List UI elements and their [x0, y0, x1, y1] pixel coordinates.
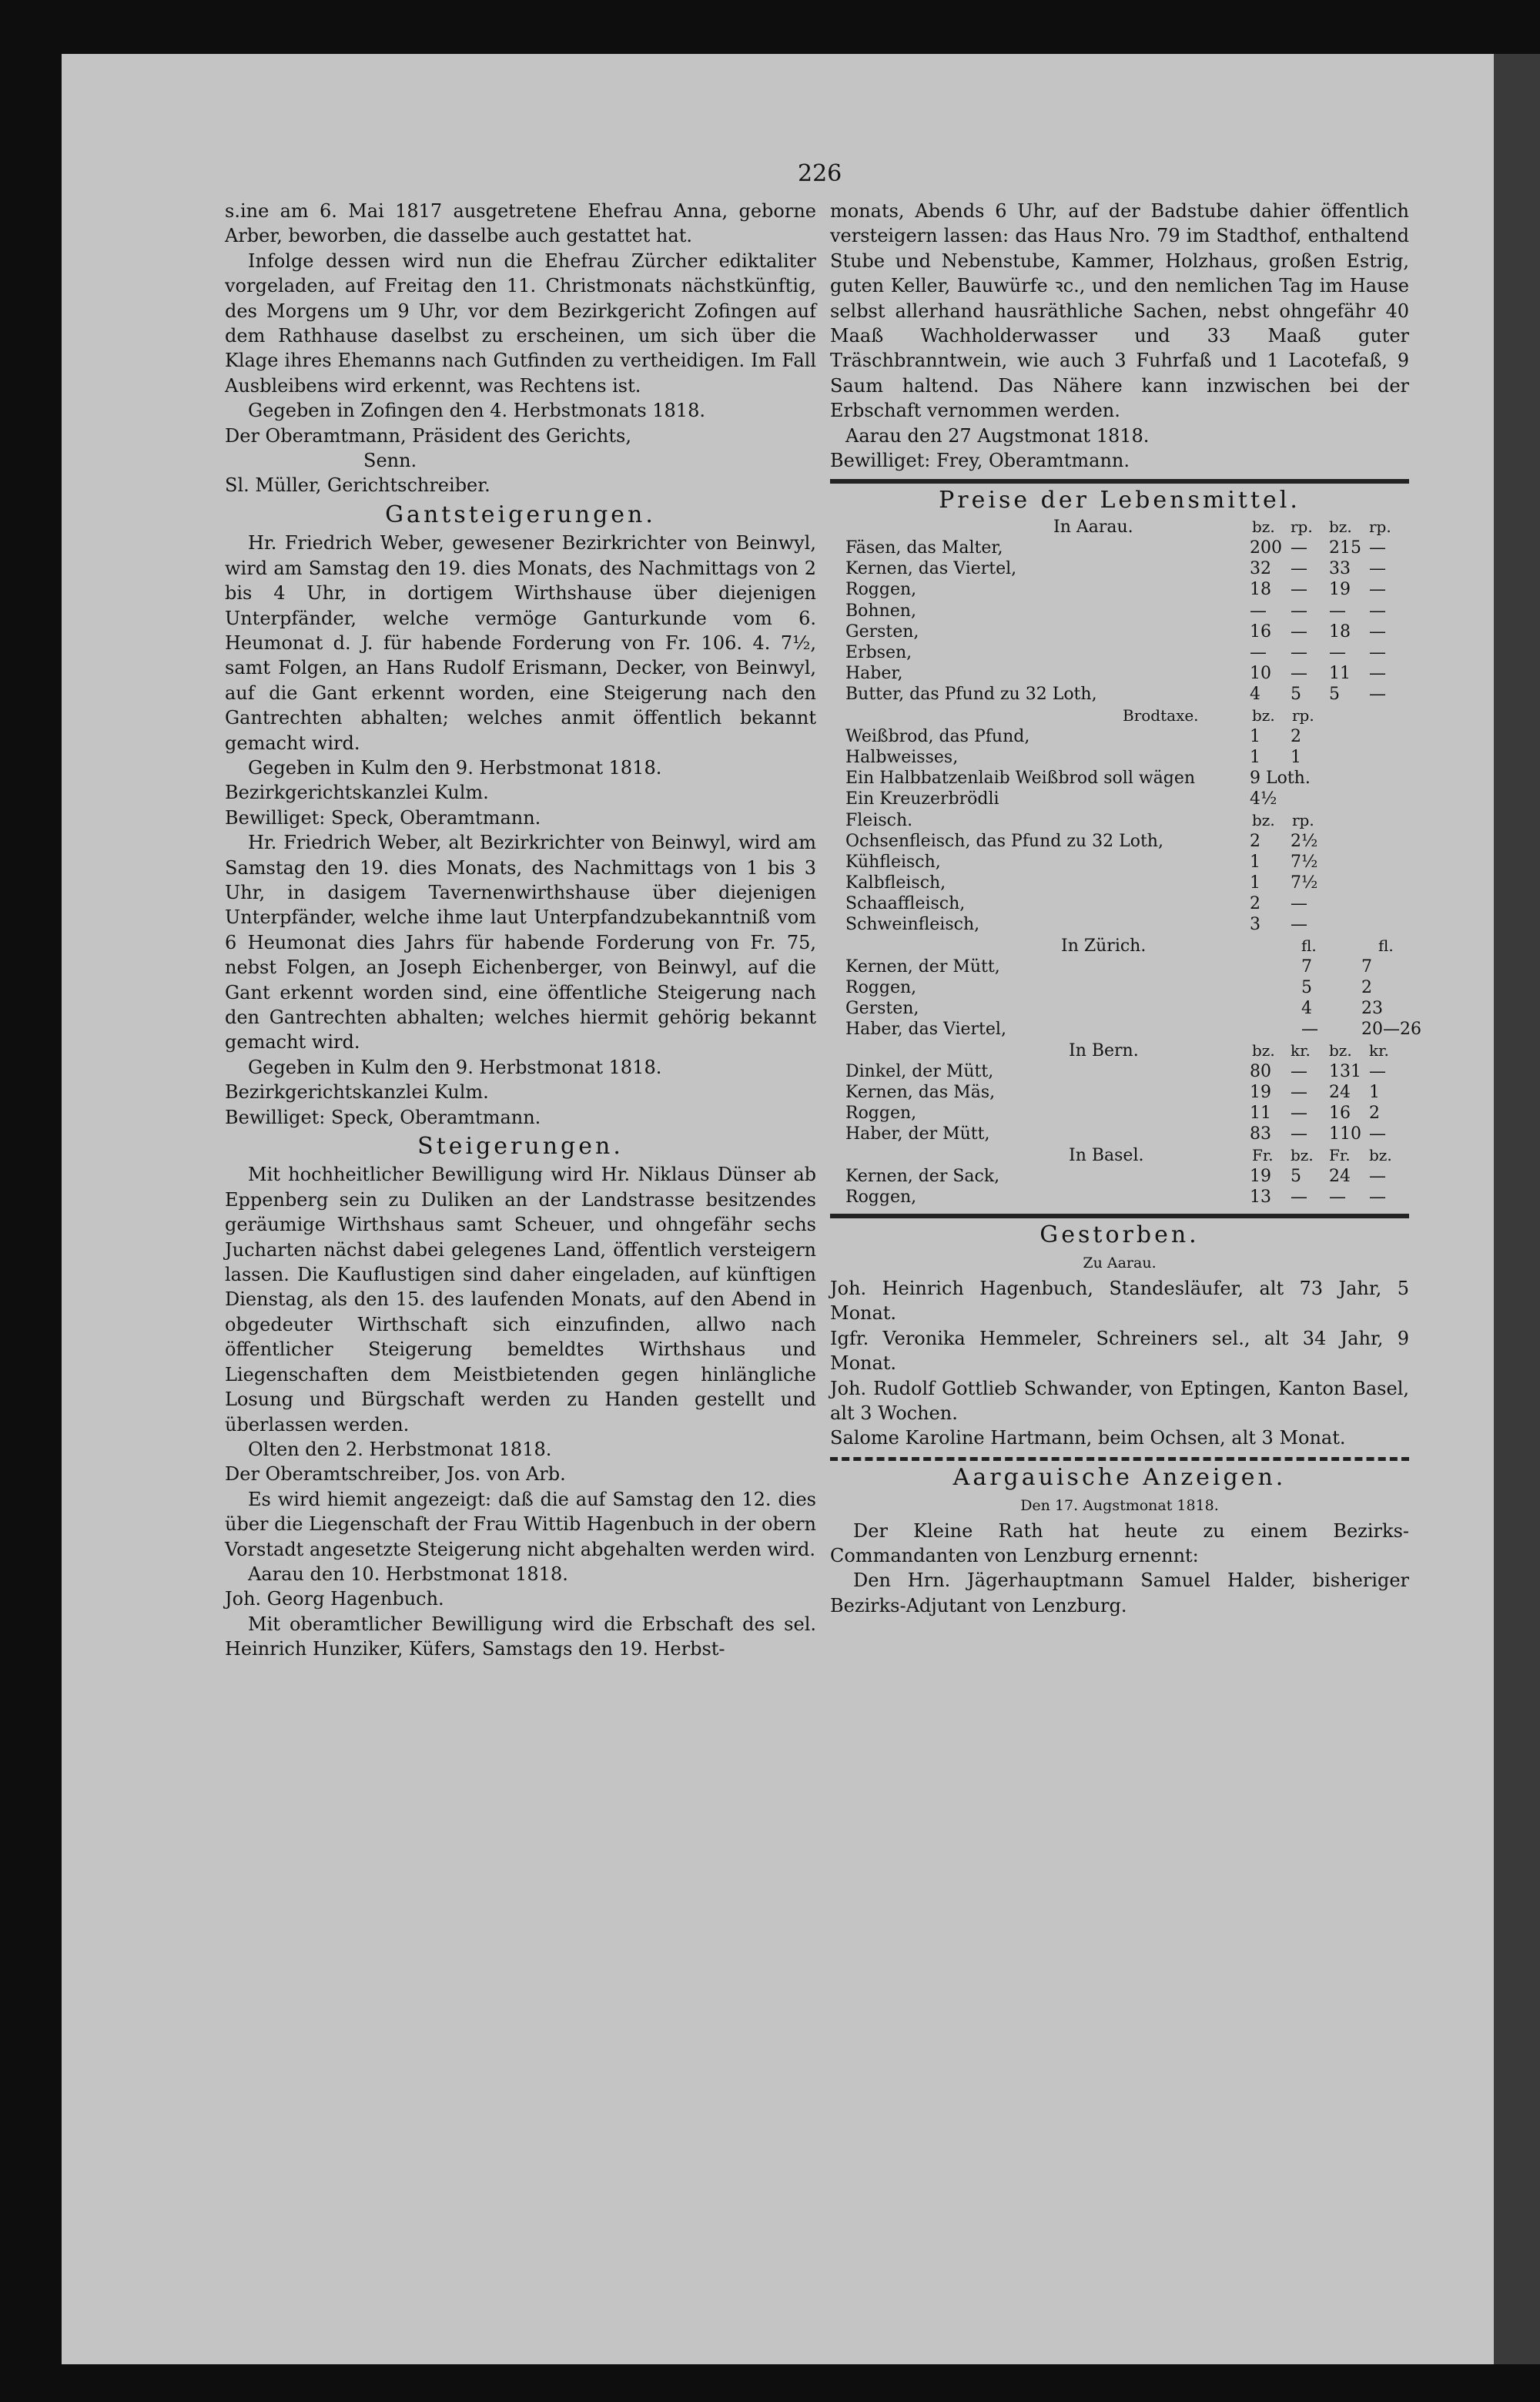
price-value: — [1291, 538, 1307, 558]
price-value: — [1291, 915, 1307, 935]
price-value: — [1369, 1187, 1386, 1207]
date-line: Gegeben in Zofingen den 4. Herbstmonats 1818. [248, 400, 705, 422]
price-value: 200 [1250, 538, 1282, 558]
price-table-fleisch [830, 831, 1409, 936]
price-value: 24 [1329, 1166, 1351, 1186]
right-column [830, 199, 1421, 1618]
price-value: — [1329, 601, 1346, 621]
item-name: Roggen, [845, 978, 917, 997]
facing-page-edge [1494, 54, 1540, 2364]
table-row [830, 873, 1409, 893]
page-number: 226 [798, 160, 842, 187]
item-name: Roggen, [845, 1104, 917, 1124]
price-value: 11 [1329, 664, 1351, 684]
unit-label: Fr. [1329, 1145, 1351, 1164]
item-name: Ein Kreuzerbrödli [845, 789, 999, 809]
item-name: Halbweisses, [845, 747, 959, 767]
table-row [830, 1124, 1409, 1144]
signature: Senn. [363, 450, 417, 472]
section-heading-anzeigen: Aargauische Anzeigen. [952, 1463, 1287, 1491]
price-value: 5 [1291, 1166, 1301, 1186]
paragraph: Mit hochheitlicher Bewilligung wird Hr. Niklaus Dünser ab Eppenberg sein zu Duliken an der Landstrasse besitzendes geräumige Wirthshaus samt Scheuer, und ohngefähr sechs Jucharten nächst dabei gelegenes Land, öffentlich versteigern lassen. Die Kauflustigen sind daher eingeladen, auf künftigen Dienstag, als den 15. des laufenden Monats, auf den Abend in obgedeuter Wirthschaft sich einzufinden, allwo nach öffentlicher Steigerung bemeldtes Wirthshaus und Liegenschaften dem Meistbietenden gegen hinlängliche Losung und Bürgschaft werden zu Handen gestellt und überlassen werden. [225, 1164, 816, 1436]
unit-label: bz. [1252, 705, 1275, 725]
unit-label: bz. [1369, 1145, 1392, 1164]
price-value: 11 [1250, 1104, 1271, 1124]
region-label: In Zürich. [1061, 936, 1147, 956]
signature: Bezirkgerichtskanzlei Kulm. [225, 1081, 489, 1104]
price-value: 18 [1329, 621, 1351, 642]
subheading: Zu Aarau. [1083, 1255, 1157, 1272]
table-row [830, 601, 1409, 621]
item-name: Schaaffleisch, [845, 894, 966, 914]
price-value: 2 [1361, 978, 1372, 997]
price-value: — [1369, 538, 1386, 558]
price-value: 7 [1301, 956, 1312, 977]
price-value: 131 [1329, 1061, 1361, 1081]
left-column [225, 199, 816, 1662]
death-notice: Salome Karoline Hartmann, beim Ochsen, alt 3 Monat. [830, 1427, 1346, 1449]
table-row [830, 831, 1409, 852]
item-name: Weißbrod, das Pfund, [845, 726, 1030, 746]
paragraph: Den Hrn. Jägerhauptmann Samuel Halder, bisheriger Bezirks-Adjutant von Lenzburg. [830, 1570, 1409, 1616]
table-row [830, 726, 1409, 747]
unit-label: rp. [1291, 517, 1313, 536]
item-name: Kernen, das Mäs, [845, 1082, 996, 1102]
unit-label: rp. [1292, 705, 1314, 725]
price-value: 13 [1250, 1187, 1271, 1207]
price-table-brod [830, 726, 1409, 810]
unit-label: kr. [1369, 1040, 1389, 1060]
price-table-bern [830, 1061, 1409, 1145]
table-row [830, 852, 1409, 873]
item-name: Haber, der Mütt, [845, 1124, 990, 1144]
price-value: 9 Loth. [1250, 769, 1311, 789]
date-line: Aarau den 10. Herbstmonat 1818. [248, 1563, 568, 1585]
paragraph: Es wird hiemit angezeigt: daß die auf Samstag den 12. dies über die Liegenschaft der Frau Wittib Hagenbuch in der obern Vorstadt angesetzte Steigerung nicht abgehalten werden wird. [225, 1488, 816, 1560]
table-row [830, 663, 1409, 684]
price-value: — [1329, 1187, 1346, 1207]
table-subheading [830, 517, 1409, 538]
paragraph: Der Kleine Rath hat heute zu einem Bezirks-Commandanten von Lenzburg ernennt: [830, 1519, 1409, 1566]
paragraph: Mit oberamtlicher Bewilligung wird die Erbschaft des sel. Heinrich Hunziker, Küfers, Samstags den 19. Herbst- [225, 1613, 816, 1660]
item-name: Gersten, [845, 621, 919, 642]
price-value: 19 [1329, 580, 1351, 600]
item-name: Gersten, [845, 999, 919, 1019]
price-value: — [1250, 643, 1267, 662]
unit-label: bz. [1329, 1040, 1352, 1060]
price-value: 2 [1369, 1104, 1380, 1124]
price-value: 19 [1250, 1082, 1271, 1102]
unit-label: bz. [1252, 810, 1275, 829]
signature: Der Oberamtmann, Präsident des Gerichts, [225, 424, 631, 447]
approval-line: Bewilliget: Frey, Oberamtmann. [830, 450, 1130, 472]
price-value: — [1369, 1124, 1386, 1144]
region-label: In Aarau. [1053, 517, 1133, 537]
price-value: 2½ [1291, 831, 1318, 851]
item-name: Bohnen, [845, 601, 916, 621]
price-value: 5 [1291, 685, 1301, 705]
price-value: — [1291, 1082, 1307, 1102]
price-table-zurich [830, 956, 1421, 1040]
price-value: 23 [1361, 999, 1383, 1019]
price-value: 33 [1329, 559, 1351, 579]
price-value: — [1291, 601, 1307, 621]
section-heading-gestorben: Gestorben. [1040, 1221, 1200, 1249]
price-value: 18 [1250, 580, 1271, 600]
price-value: — [1369, 601, 1386, 621]
table-subheading [830, 1145, 1409, 1166]
death-notice: Joh. Rudolf Gottlieb Schwander, von Eptingen, Kanton Basel, alt 3 Wochen. [830, 1377, 1409, 1424]
price-value: 4 [1250, 685, 1260, 705]
price-value: 16 [1250, 621, 1271, 642]
item-name: Roggen, [845, 1187, 917, 1207]
price-value: — [1291, 1187, 1307, 1207]
price-value: — [1291, 559, 1307, 579]
table-subheading [830, 705, 1409, 726]
table-row [830, 747, 1409, 768]
price-value: 20—26 [1361, 1020, 1421, 1040]
price-value: 1 [1250, 873, 1260, 893]
price-value: — [1369, 685, 1386, 705]
table-row [830, 621, 1409, 642]
signature: Der Oberamtschreiber, Jos. von Arb. [225, 1463, 566, 1486]
price-value: — [1250, 601, 1267, 621]
region-label: In Bern. [1069, 1040, 1139, 1060]
item-name: Dinkel, der Mütt, [845, 1061, 994, 1081]
price-value: 1 [1291, 747, 1301, 767]
signature: Joh. Georg Hagenbuch. [225, 1588, 444, 1610]
item-name: Haber, [845, 664, 903, 684]
death-notice: Igfr. Veronika Hemmeler, Schreiners sel., alt 34 Jahr, 9 Monat. [830, 1327, 1409, 1375]
price-value: 4 [1301, 999, 1312, 1019]
unit-label: rp. [1369, 517, 1391, 536]
price-value: — [1291, 1104, 1307, 1124]
unit-label: kr. [1291, 1040, 1311, 1060]
region-label: In Basel. [1069, 1145, 1144, 1165]
price-value: 1 [1250, 747, 1260, 767]
table-row [830, 789, 1409, 809]
subheading: Den 17. Augstmonat 1818. [1020, 1497, 1219, 1515]
price-value: 24 [1329, 1082, 1351, 1102]
death-notice: Joh. Heinrich Hagenbuch, Standesläufer, alt 73 Jahr, 5 Monat. [830, 1277, 1409, 1325]
table-row [830, 956, 1409, 977]
price-value: — [1291, 1061, 1307, 1081]
item-name: Butter, das Pfund zu 32 Loth, [845, 685, 1097, 705]
table-row [830, 893, 1409, 914]
table-row [830, 558, 1409, 579]
section-label: Fleisch. [845, 810, 913, 830]
item-name: Kernen, das Viertel, [845, 559, 1017, 579]
table-row [830, 642, 1409, 663]
item-name: Schweinfleisch, [845, 915, 980, 935]
price-value: 110 [1329, 1124, 1361, 1144]
price-value: 83 [1250, 1124, 1271, 1144]
table-row [830, 998, 1409, 1019]
price-value: — [1369, 643, 1386, 662]
table-row [830, 538, 1409, 558]
section-heading-steigerungen: Steigerungen. [417, 1133, 624, 1161]
paragraph: Infolge dessen wird nun die Ehefrau Zürcher ediktaliter vorgeladen, auf Freitag den 11. Christmonats nächstkünftig, des Morgens um 9 Uhr, vor dem Bezirkgericht Zofingen auf dem Rathhause daselbst zu erscheinen, um sich über die Klage ihres Ehemanns nach Gutfinden zu vertheidigen. Im Fall Ausbleibens wird erkennt, was Rechtens ist. [225, 250, 816, 397]
price-value: — [1291, 580, 1307, 600]
unit-label: Fr. [1252, 1145, 1274, 1164]
unit-label: bz. [1252, 517, 1275, 536]
date-line: Gegeben in Kulm den 9. Herbstmonat 1818. [248, 1056, 662, 1078]
section-heading-gantsteigerungen: Gantsteigerungen. [385, 501, 656, 528]
price-value: — [1291, 621, 1307, 642]
item-name: Roggen, [845, 580, 917, 600]
price-value: 215 [1329, 538, 1361, 558]
price-value: 7½ [1291, 873, 1318, 893]
table-subheading [830, 810, 1409, 831]
signature: Bezirkgerichtskanzlei Kulm. [225, 782, 489, 804]
price-value: 32 [1250, 559, 1271, 579]
price-value: 1 [1250, 852, 1260, 872]
unit-label: fl. [1301, 936, 1317, 955]
price-value: 2 [1250, 894, 1260, 914]
table-row [830, 579, 1409, 600]
unit-label: rp. [1292, 810, 1314, 829]
signature: Sl. Müller, Gerichtschreiber. [225, 474, 490, 497]
price-value: — [1291, 643, 1307, 662]
separator-rule [830, 1457, 1409, 1461]
price-table-basel [830, 1166, 1409, 1208]
date-line: Aarau den 27 Augstmonat 1818. [845, 424, 1150, 447]
price-value: 7 [1361, 956, 1372, 977]
price-value: 2 [1250, 831, 1260, 851]
table-row [830, 684, 1409, 705]
table-row [830, 768, 1409, 789]
separator-rule [830, 1214, 1409, 1218]
price-value: — [1369, 664, 1386, 684]
price-value: — [1369, 1061, 1386, 1081]
price-value: 10 [1250, 664, 1271, 684]
unit-label: bz. [1252, 1040, 1275, 1060]
price-value: — [1301, 1020, 1318, 1040]
item-name: Erbsen, [845, 643, 912, 662]
price-value: 16 [1329, 1104, 1351, 1124]
item-name: Kernen, der Sack, [845, 1166, 1000, 1186]
item-name: Ein Halbbatzenlaib Weißbrod soll wägen [845, 769, 1196, 789]
paragraph: Hr. Friedrich Weber, alt Bezirkrichter von Beinwyl, wird am Samstag den 19. dies Monats, des Nachmittags von 1 bis 3 Uhr, in dasigem Tavernenwirthshause über diejenigen Unterpfänder, welche ihme laut Unterpfandzubekanntniß vom 6 Heumonat dies Jahrs für habende Forderung von Fr. 75, nebst Folgen, an Joseph Eichenberger, von Beinwyl, auf die Gant erkennt worden sind, eine öffentliche Steigerung nach den Gantrechten abhalten; welches hiermit gehörig bekannt gemacht wird. [225, 832, 816, 1054]
table-row [830, 914, 1409, 935]
price-value: 7½ [1291, 852, 1318, 872]
price-value: 1 [1369, 1082, 1380, 1102]
price-value: — [1369, 580, 1386, 600]
table-row [830, 1082, 1409, 1103]
approval-line: Bewilliget: Speck, Oberamtmann. [225, 1106, 541, 1128]
table-row [830, 1166, 1409, 1187]
price-value: 19 [1250, 1166, 1271, 1186]
table-row [830, 1061, 1409, 1082]
price-value: — [1291, 1124, 1307, 1144]
table-subheading [830, 1040, 1409, 1061]
price-value: 5 [1301, 978, 1312, 997]
price-table-aarau [830, 538, 1409, 705]
separator-rule [830, 479, 1409, 484]
date-line: Gegeben in Kulm den 9. Herbstmonat 1818. [248, 756, 662, 779]
price-value: — [1369, 1166, 1386, 1186]
table-row [830, 1019, 1421, 1040]
item-name: Kalbfleisch, [845, 873, 946, 893]
price-value: — [1291, 664, 1307, 684]
item-name: Ochsenfleisch, das Pfund zu 32 Loth, [845, 831, 1163, 851]
paragraph: monats, Abends 6 Uhr, auf der Badstube dahier öffentlich versteigern lassen: das Haus Nro. 79 im Stadthof, enthaltend Stube und Nebenstube, Kammer, Holzhaus, großen Estrig, guten Keller, Bauwürfe ꝛc., und den nemlichen Tag im Hause selbst allerhand hausräthliche Sachen, nebst ohngefähr 40 Maaß Wachholderwasser und 33 Maaß guter Träschbranntwein, wie auch 3 Fuhrfaß und 1 Lacotefaß, 9 Saum haltend. Das Nähere kann inzwischen bei der Erbschaft vernommen werden. [830, 200, 1409, 422]
table-subheading [830, 936, 1409, 956]
table-row [830, 1187, 1409, 1208]
price-value: — [1291, 894, 1307, 914]
price-value: — [1369, 621, 1386, 642]
unit-label: bz. [1329, 517, 1352, 536]
price-value: 3 [1250, 915, 1260, 935]
unit-label: bz. [1291, 1145, 1314, 1164]
price-value: 4½ [1250, 789, 1277, 809]
table-row [830, 977, 1409, 998]
item-name: Fäsen, das Malter, [845, 538, 1003, 558]
approval-line: Bewilliget: Speck, Oberamtmann. [225, 806, 541, 829]
price-value: — [1369, 559, 1386, 579]
price-value: 1 [1250, 726, 1260, 746]
unit-label: fl. [1378, 936, 1394, 955]
section-heading-preise: Preise der Lebensmittel. [939, 487, 1301, 514]
date-line: Olten den 2. Herbstmonat 1818. [248, 1438, 552, 1460]
item-name: Haber, das Viertel, [845, 1020, 1006, 1040]
price-value: 5 [1329, 685, 1340, 705]
price-value: 2 [1291, 726, 1301, 746]
price-value: — [1329, 643, 1346, 662]
price-value: 80 [1250, 1061, 1271, 1081]
item-name: Kernen, der Mütt, [845, 956, 1000, 977]
paragraph: s.ine am 6. Mai 1817 ausgetretene Ehefrau Anna, geborne Arber, beworben, die dasselbe auch gestattet hat. [225, 200, 816, 247]
paragraph: Hr. Friedrich Weber, gewesener Bezirkrichter von Beinwyl, wird am Samstag den 19. dies Monats, des Nachmittags von 2 bis 4 Uhr, in dortigem Wirthshause über diejenigen Unterpfänder, welche vermöge Ganturkunde vom 6. Heumonat d. J. für habende Forderung von Fr. 106. 4. 7½, samt Folgen, an Hans Rudolf Erismann, Decker, von Beinwyl, auf die Gant erkennt worden, eine Steigerung nach den Gantrechten abhalten; welches anmit öffentlich bekannt gemacht wird. [225, 532, 816, 754]
section-label: Brodtaxe. [1123, 705, 1199, 725]
table-row [830, 1103, 1409, 1124]
item-name: Kühfleisch, [845, 852, 941, 872]
